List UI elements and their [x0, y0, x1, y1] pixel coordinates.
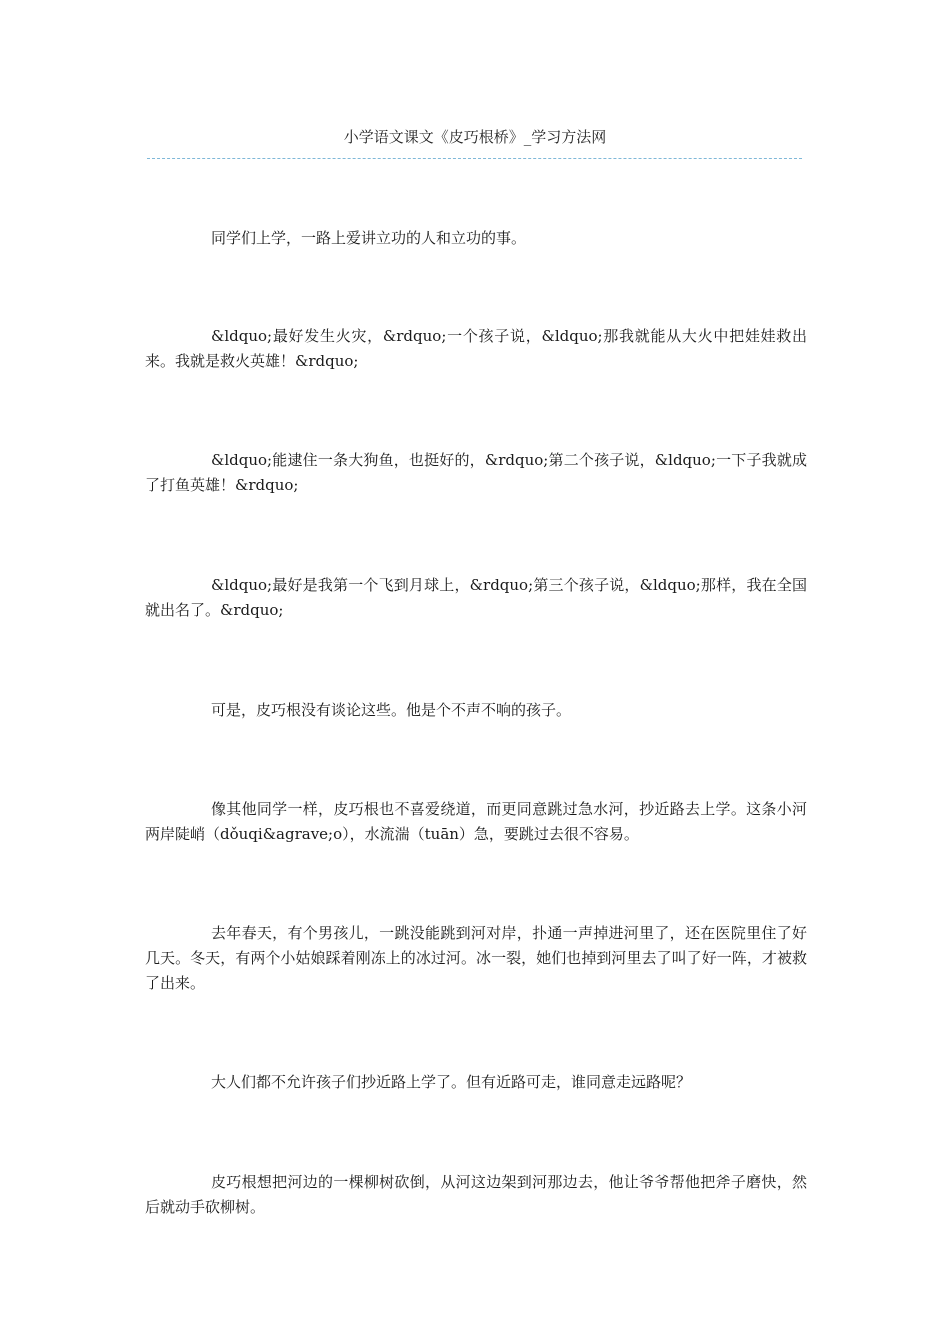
paragraph-6: 像其他同学一样，皮巧根也不喜爱绕道，而更同意跳过急水河，抄近路去上学。这条小河两岸陡峭（dǒuqi&agrave;o），水流湍（tuān）急，要跳过去很不容易。 [145, 800, 807, 843]
title-divider [147, 158, 802, 159]
paragraph-4: &ldquo;最好是我第一个飞到月球上，&rdquo;第三个孩子说，&ldquo;那样，我在全国就出名了。&rdquo; [145, 576, 807, 619]
paragraph-5: 可是，皮巧根没有谈论这些。他是个不声不响的孩子。 [211, 701, 572, 719]
paragraph-8: 大人们都不允许孩子们抄近路上学了。但有近路可走，谁同意走远路呢？ [211, 1073, 692, 1091]
paragraph-9: 皮巧根想把河边的一棵柳树砍倒，从河这边架到河那边去，他让爷爷帮他把斧子磨快，然后就动手砍柳树。 [145, 1173, 807, 1216]
paragraph-2: &ldquo;最好发生火灾，&rdquo;一个孩子说，&ldquo;那我就能从大火中把娃娃救出来。我就是救火英雄！&rdquo; [145, 327, 807, 370]
paragraph-1: 同学们上学，一路上爱讲立功的人和立功的事。 [211, 229, 527, 247]
document-title: 小学语文课文《皮巧根桥》_学习方法网 [343, 128, 607, 146]
paragraph-7: 去年春天，有个男孩儿，一跳没能跳到河对岸，扑通一声掉进河里了，还在医院里住了好几天。冬天，有两个小姑娘踩着刚冻上的冰过河。冰一裂，她们也掉到河里去了叫了好一阵，才被救了出来。 [145, 924, 807, 992]
paragraph-3: &ldquo;能逮住一条大狗鱼，也挺好的，&rdquo;第二个孩子说，&ldquo;一下子我就成了打鱼英雄！&rdquo; [145, 451, 807, 494]
